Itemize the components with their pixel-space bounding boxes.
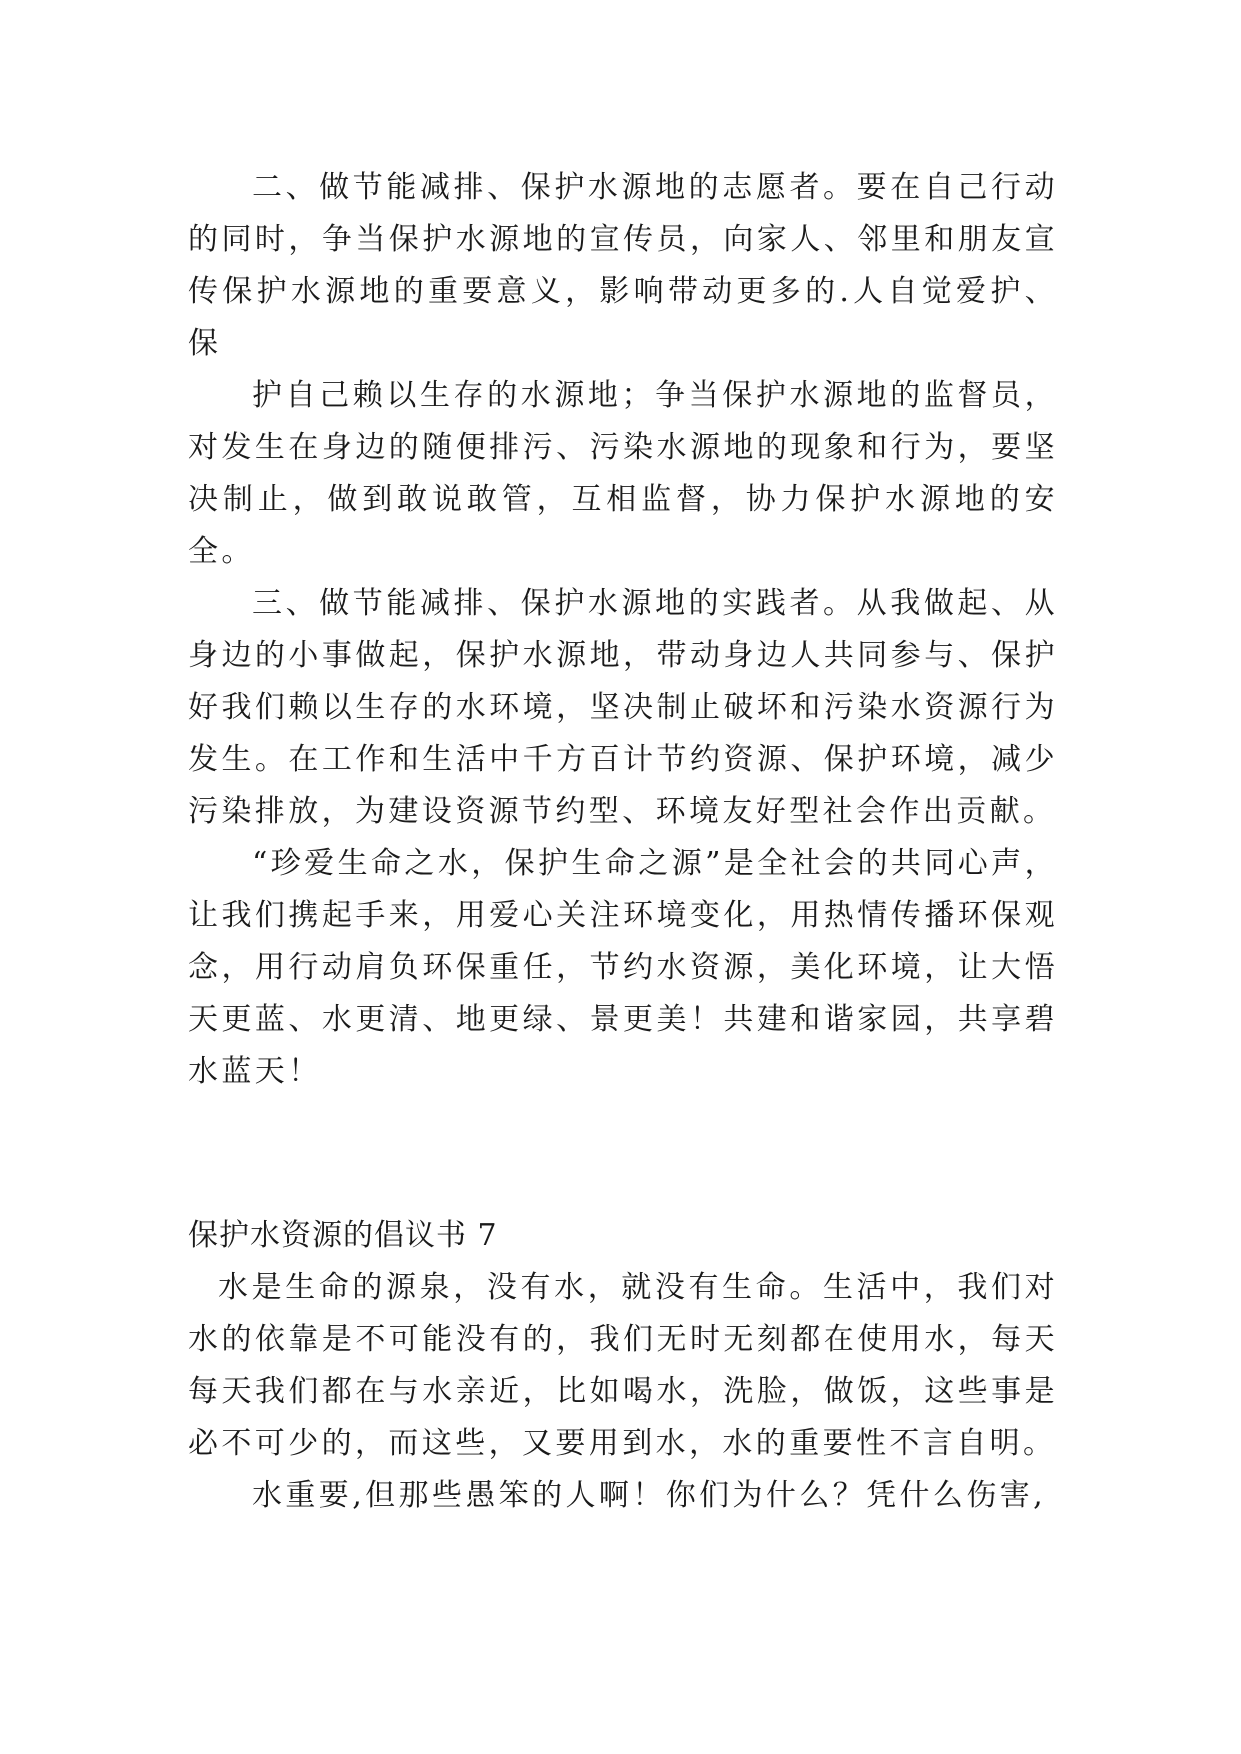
paragraph-volunteer: 二、做节能减排、保护水源地的志愿者。要在自己行动的同时，争当保护水源地的宣传员，向家人、邻里和朋友宣传保护水源地的重要意义，影响带动更多的.人自觉爱护、保: [188, 170, 1058, 361]
paragraph-water-source: 水是生命的源泉，没有水，就没有生命。生活中，我们对水的依靠是不可能没有的，我们无时无刻都在使用水，每天每天我们都在与水亲近，比如喝水，洗脸，做饭，这些事是必不可少的，而这些，又要用到水，水的重要性不言自明。: [188, 1270, 1058, 1461]
body-section-bottom: [188, 1210, 1058, 1522]
paragraph-practitioner: 三、做节能减排、保护水源地的实践者。从我做起、从身边的小事做起，保护水源地，带动身边人共同参与、保护好我们赖以生存的水环境，坚决制止破坏和污染水资源行为发生。在工作和生活中千方百计节约资源、保护环境，减少污染排放，为建设资源节约型、环境友好型社会作出贡献。: [188, 586, 1058, 829]
paragraph-water-important: 水重要,但那些愚笨的人啊！你们为什么？凭什么伤害,: [252, 1478, 1047, 1513]
paragraph-slogan: “珍爱生命之水，保护生命之源”是全社会的共同心声，让我们携起手来，用爱心关注环境变化，用热情传播环保观念，用行动肩负环保重任，节约水资源，美化环境，让大悟天更蓝、水更清、地更绿、景更美！共建和谐家园，共享碧水蓝天！: [188, 846, 1058, 1089]
body-section-top: [188, 162, 1058, 1098]
section-title: 保护水资源的倡议书 7: [188, 1218, 498, 1253]
paragraph-supervisor: 护自己赖以生存的水源地；争当保护水源地的监督员，对发生在身边的随便排污、污染水源地的现象和行为，要坚决制止，做到敢说敢管，互相监督，协力保护水源地的安全。: [188, 378, 1058, 569]
